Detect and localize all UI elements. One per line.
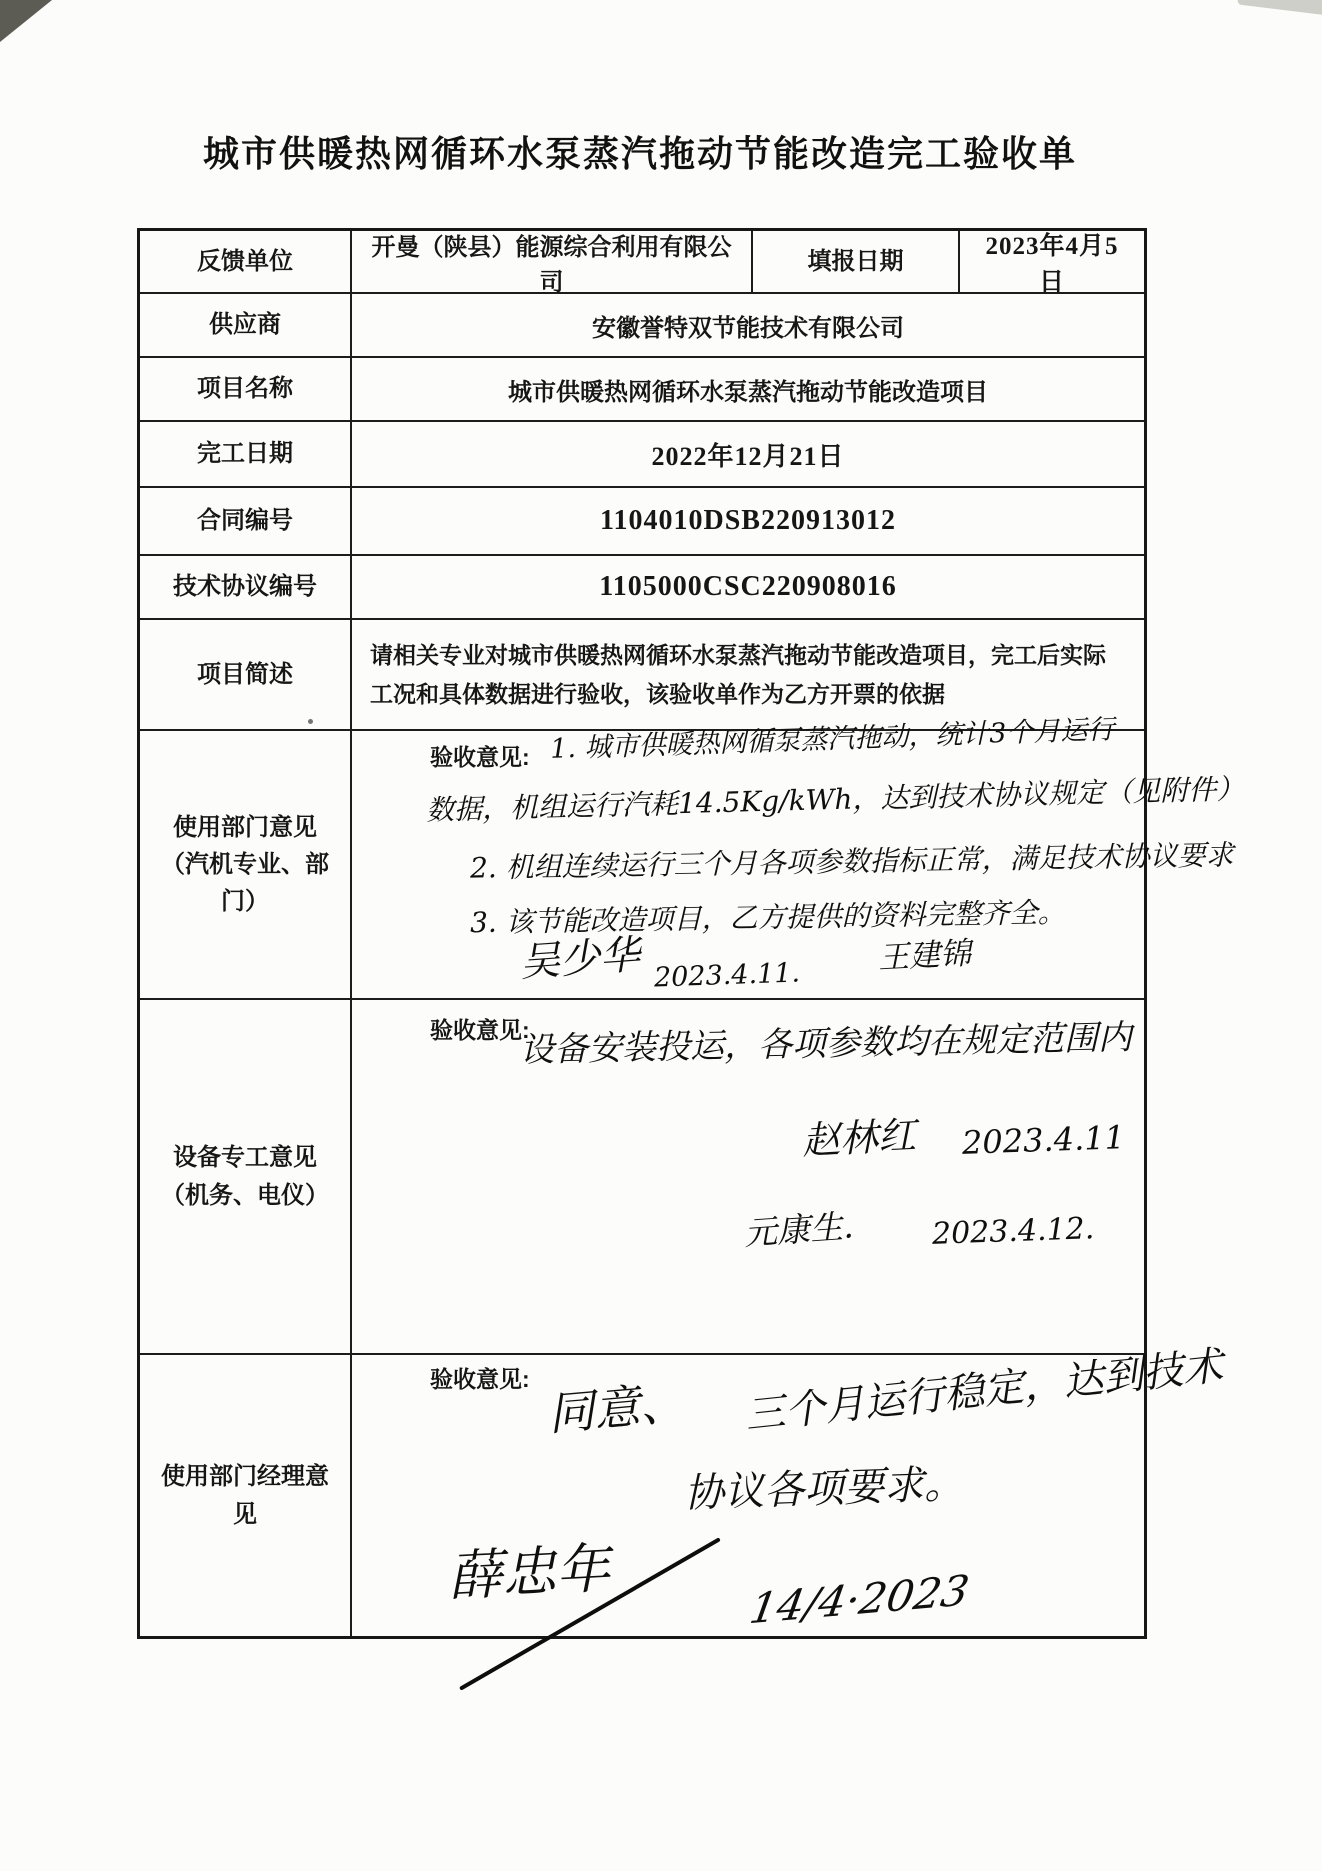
- label-project-brief: 项目简述: [197, 660, 293, 688]
- signature-date: 2023.4.11: [961, 1118, 1126, 1162]
- label-report-date: 填报日期: [751, 231, 958, 292]
- value-contract-no: 1104010DSB220913012: [350, 488, 1144, 554]
- value-completion-date: 2022年12月21日: [350, 422, 1144, 486]
- acceptance-form-table: [137, 228, 1245, 1639]
- content-user-dept-opinion: [350, 714, 1245, 998]
- label-feedback-unit: 反馈单位: [197, 247, 293, 275]
- row-contract-no: [140, 486, 1144, 554]
- value-project-name: 城市供暖热网循环水泵蒸汽拖动节能改造项目: [350, 358, 1144, 420]
- handwritten-line: 三个月运行稳定，达到技术: [742, 1343, 1226, 1439]
- handwritten-line: 协议各项要求。: [683, 1461, 965, 1517]
- label-tech-agreement-no: 技术协议编号: [173, 573, 317, 601]
- row-completion-date: [140, 420, 1144, 486]
- label-equipment-specialist-opinion: 设备专工意见（机务、电仪）: [161, 1144, 329, 1209]
- row-supplier: [140, 292, 1144, 356]
- row-user-dept-opinion: [140, 714, 1245, 998]
- signature-date: 14/4·2023: [746, 1565, 973, 1634]
- signature-date: 2023.4.12.: [930, 1211, 1095, 1252]
- row-project-brief: [140, 618, 1144, 729]
- form-title: 城市供暖热网循环水泵蒸汽拖动节能改造完工验收单: [202, 133, 1077, 174]
- handwritten-line: 2. 机组连续运行三个月各项参数指标正常，满足技术协议要求: [469, 838, 1234, 885]
- co-signature: 王建锦: [877, 935, 972, 977]
- acceptance-opinion-heading: 验收意见:: [430, 1366, 530, 1392]
- content-dept-manager-opinion: [350, 1343, 1226, 1636]
- value-tech-agreement-no: 1105000CSC220908016: [350, 556, 1144, 618]
- signature-date: 2023.4.11.: [653, 957, 801, 994]
- signature: 元康生.: [742, 1206, 855, 1253]
- handwritten-line: 设备安装投运，各项参数均在规定范围内: [519, 1017, 1133, 1071]
- signature-line: [518, 931, 972, 994]
- label-user-dept-opinion: 使用部门意见（汽机专业、部门）: [161, 813, 329, 916]
- content-equipment-specialist-opinion: [350, 1000, 1144, 1353]
- label-supplier: 供应商: [209, 311, 281, 339]
- scan-corner-artifact: [0, 0, 52, 42]
- signature: 吴少华: [518, 931, 642, 987]
- label-dept-manager-opinion: 使用部门经理意见: [161, 1463, 329, 1528]
- label-completion-date: 完工日期: [197, 440, 293, 468]
- value-supplier: 安徽誉特双节能技术有限公司: [350, 294, 1144, 356]
- handwritten-agree: 同意、: [545, 1375, 689, 1441]
- value-feedback-unit: 开曼（陕县）能源综合利用有限公司: [350, 231, 751, 292]
- acceptance-opinion-heading: 验收意见:: [430, 744, 530, 770]
- acceptance-opinion-heading: 验收意见:: [430, 1017, 530, 1043]
- label-contract-no: 合同编号: [197, 507, 293, 535]
- scan-edge-artifact: [1237, 0, 1322, 16]
- label-project-name: 项目名称: [197, 375, 293, 403]
- signature-line: [742, 1206, 1095, 1253]
- row-feedback-unit: [140, 231, 1144, 296]
- signature-line: [800, 1113, 1126, 1163]
- row-tech-agreement-no: [140, 554, 1144, 618]
- handwritten-line: 3. 该节能改造项目，乙方提供的资料完整齐全。: [469, 895, 1066, 940]
- value-report-date: 2023年4月5日: [958, 231, 1144, 292]
- row-equipment-specialist-opinion: [140, 998, 1144, 1353]
- signature: 薛忠年: [446, 1536, 612, 1609]
- handwritten-line: 数据，机组运行汽耗14.5Kg/kWh，达到技术协议规定（见附件）: [425, 772, 1245, 827]
- row-project-name: [140, 356, 1144, 420]
- signature: 赵林红: [800, 1113, 918, 1163]
- value-project-brief: 请相关专业对城市供暖热网循环水泵蒸汽拖动节能改造项目，完工后实际工况和具体数据进行验收，该验收单作为乙方开票的依据: [350, 620, 1144, 729]
- handwritten-line: 1. 城市供暖热网循泵蒸汽拖动，统计3个月运行: [549, 714, 1115, 765]
- row-dept-manager-opinion: [140, 1343, 1226, 1636]
